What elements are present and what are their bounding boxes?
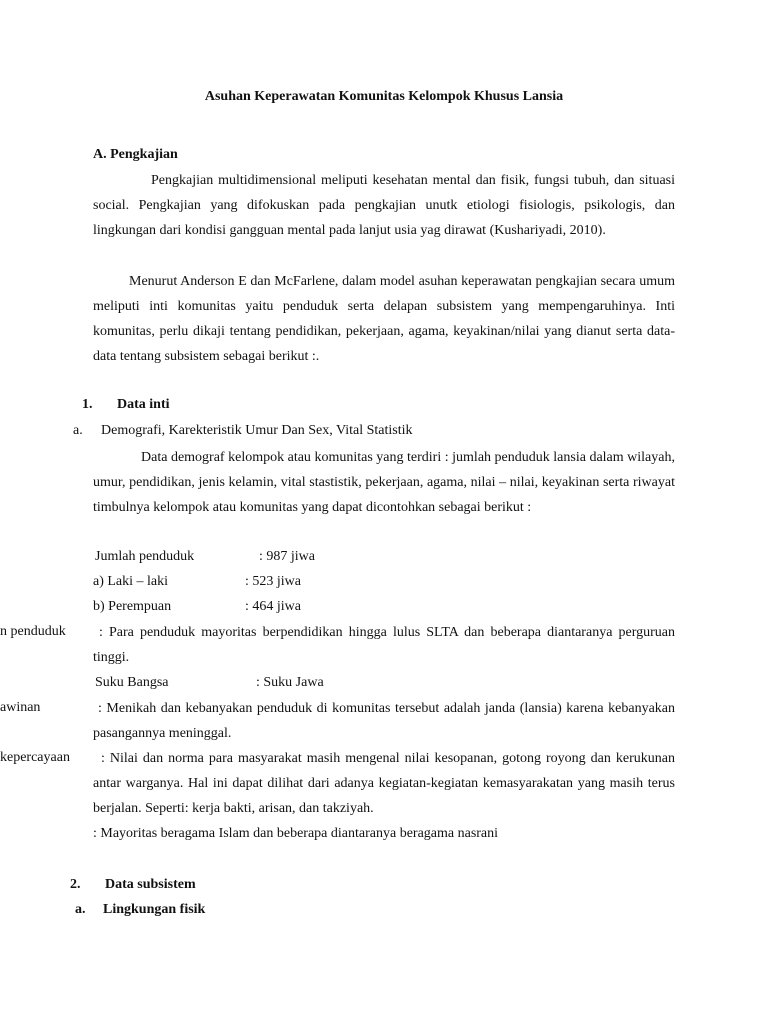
demografi-heading: Demografi, Karekteristik Umur Dan Sex, Vital Statistik — [101, 423, 413, 438]
perkawinan-value: : Menikah dan kebanyakan penduduk di komunitas tersebut adalah janda (lansia) karena kebanyakan pasangannya meninggal. — [93, 701, 675, 741]
demografi-letter: a. — [73, 423, 83, 438]
section-a-heading: A. Pengkajian — [93, 147, 178, 162]
jumlah-penduduk-value: : 987 jiwa — [259, 549, 315, 564]
suku-bangsa-label: Suku Bangsa — [95, 675, 169, 690]
document-title: Asuhan Keperawatan Komunitas Kelompok Khusus Lansia — [204, 89, 564, 104]
paragraph-anderson: Menurut Anderson E dan McFarlene, dalam model asuhan keperawatan pengkajian secara umum meliputi inti komunitas yaitu penduduk serta delapan subsistem yang mempengaruhinya. Inti komunitas, perlu dikaji tentang pendidikan, pekerjaan, agama, keyakinan/nilai yang dianut serta data-data tentang subsistem sebagai berikut :. — [93, 274, 675, 364]
perkawinan-label: awinan — [0, 700, 41, 715]
data-subsistem-number: 2. — [70, 877, 81, 892]
paragraph-demograf: Data demograf kelompok atau komunitas yang terdiri : jumlah penduduk lansia dalam wilayah, umur, pendidikan, jenis kelamin, vital stastistik, pekerjaan, agama, nilai – nilai, keyakinan serta riwayat timbulnya kelompok atau komunitas yang dapat dicontohkan sebagai berikut : — [93, 450, 675, 515]
pendidikan-label: n penduduk — [0, 624, 66, 639]
lingkungan-fisik-heading: Lingkungan fisik — [103, 902, 206, 917]
kepercayaan-label: kepercayaan — [0, 750, 70, 765]
pendidikan-value: : Para penduduk mayoritas berpendidikan hingga lulus SLTA dan beberapa diantaranya perguruan tinggi. — [93, 625, 675, 665]
data-inti-number: 1. — [82, 397, 93, 412]
suku-bangsa-value: : Suku Jawa — [256, 675, 324, 690]
lingkungan-fisik-letter: a. — [75, 902, 86, 917]
laki-laki-label: a) Laki – laki — [93, 574, 169, 589]
perempuan-label: b) Perempuan — [93, 599, 172, 614]
agama-value: : Mayoritas beragama Islam dan beberapa diantaranya beragama nasrani — [93, 826, 499, 841]
laki-laki-value: : 523 jiwa — [245, 574, 301, 589]
kepercayaan-value: : Nilai dan norma para masyarakat masih mengenal nilai kesopanan, gotong royong dan kerukunan antar warganya. Hal ini dapat dilihat dari adanya kegiatan-kegiatan kemasyarakatan yang masih terus berjalan. Seperti: kerja bakti, arisan, dan takziyah. — [93, 751, 675, 816]
perempuan-value: : 464 jiwa — [245, 599, 301, 614]
paragraph-pengkajian: Pengkajian multidimensional meliputi kesehatan mental dan fisik, fungsi tubuh, dan situasi social. Pengkajian yang difokuskan pada pengkajian unutk etiologi fisiologis, psikologis, dan lingkungan dari kondisi gangguan mental pada lanjut usia yag dirawat (Kushariyadi, 2010). — [93, 173, 675, 238]
data-subsistem-heading: Data subsistem — [105, 877, 196, 892]
data-inti-heading: Data inti — [117, 397, 170, 412]
jumlah-penduduk-label: Jumlah penduduk — [95, 549, 195, 564]
